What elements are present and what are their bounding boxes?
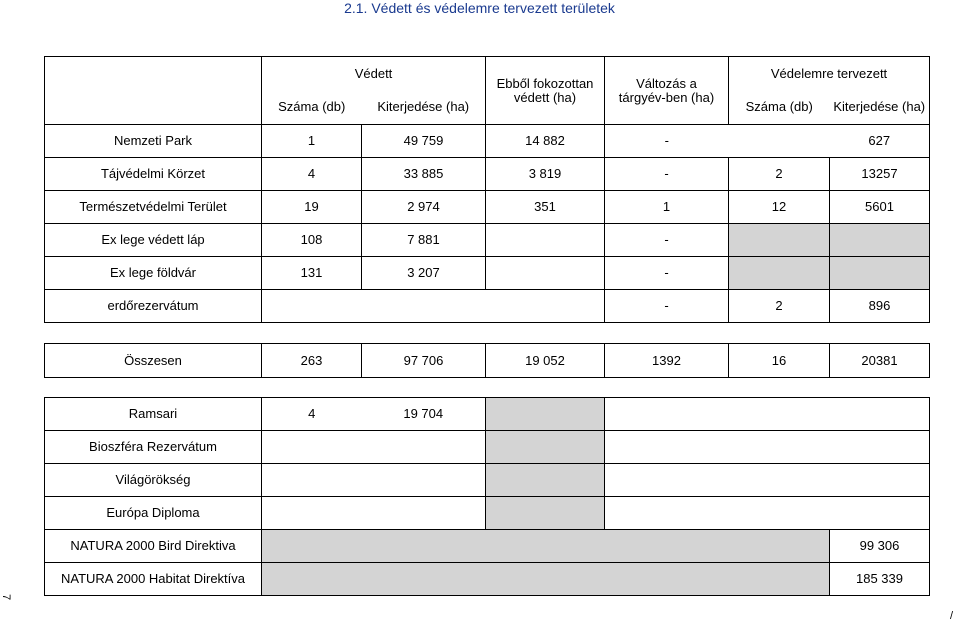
cell-empty (830, 431, 930, 464)
cell-natura-value: 185 339 (830, 563, 930, 596)
international-table (44, 397, 930, 596)
table-row (45, 191, 930, 224)
cell-empty (362, 464, 486, 497)
cell-shaded (486, 431, 605, 464)
header-fokozottan: Ebből fokozottan védett (ha) (486, 57, 605, 125)
cell-valtozas: - (605, 125, 729, 158)
cell-empty (262, 431, 362, 464)
cell-empty (262, 464, 362, 497)
cell-szama: 4 (262, 398, 362, 431)
total-kiterjedese: 97 706 (362, 344, 486, 378)
cell-fokozottan: 351 (486, 191, 605, 224)
cell-empty (729, 464, 830, 497)
cell-fokozottan (486, 224, 605, 257)
header-vedett: Védett (262, 57, 486, 91)
cell-terv-kiterjedese: 896 (830, 290, 930, 323)
row-label: Nemzeti Park (45, 125, 262, 158)
cell-kiterjedese: 33 885 (362, 158, 486, 191)
table-row (45, 125, 930, 158)
cell-szama: 4 (262, 158, 362, 191)
cell-terv-szama: 2 (729, 158, 830, 191)
cell-valtozas: - (605, 224, 729, 257)
table-row (45, 257, 930, 290)
header-tervezett-kiterjedese: Kiterjedése (ha) (830, 91, 930, 125)
cell-shaded (486, 398, 605, 431)
row-label: Természetvédelmi Terület (45, 191, 262, 224)
page-title: 2.1. Védett és védelemre tervezett területek (344, 0, 615, 16)
row-label: Bioszféra Rezervátum (45, 431, 262, 464)
cell-kiterjedese: 2 974 (362, 191, 486, 224)
left-edge-mark: 7 (0, 593, 13, 601)
header-vedett-szama: Száma (db) (262, 91, 362, 125)
cell-terv-kiterjedese: 627 (830, 125, 930, 158)
header-tervezett: Védelemre tervezett (729, 57, 930, 91)
cell-szama (262, 290, 362, 323)
row-label: Ex lege földvár (45, 257, 262, 290)
cell-empty (729, 497, 830, 530)
cell-empty (262, 497, 362, 530)
cell-natura-value: 99 306 (830, 530, 930, 563)
cell-empty (729, 398, 830, 431)
row-label: erdőrezervátum (45, 290, 262, 323)
cell-terv-kiterjedese-shaded (830, 224, 930, 257)
cell-shaded (486, 497, 605, 530)
cell-terv-kiterjedese: 5601 (830, 191, 930, 224)
total-label: Összesen (45, 344, 262, 378)
cell-empty (830, 398, 930, 431)
table-row (45, 563, 930, 596)
table-row (45, 464, 930, 497)
cell-empty (605, 431, 729, 464)
cell-shaded (486, 464, 605, 497)
table-row (45, 158, 930, 191)
header-valtozas: Változás a tárgyév-ben (ha) (605, 57, 729, 125)
total-valtozas: 1392 (605, 344, 729, 378)
cell-fokozottan: 3 819 (486, 158, 605, 191)
table-row (45, 431, 930, 464)
header-tervezett-szama: Száma (db) (729, 91, 830, 125)
cell-fokozottan (486, 257, 605, 290)
cell-terv-szama (729, 125, 830, 158)
cell-shaded (262, 563, 830, 596)
cell-shaded (262, 530, 830, 563)
cell-fokozottan (486, 290, 605, 323)
cell-valtozas: - (605, 290, 729, 323)
cell-terv-szama: 2 (729, 290, 830, 323)
table-row (45, 530, 930, 563)
header-vedett-kiterjedese: Kiterjedése (ha) (362, 91, 486, 125)
table-row (45, 290, 930, 323)
cell-empty (605, 464, 729, 497)
cell-terv-kiterjedese: 13257 (830, 158, 930, 191)
cell-kiterjedese: 3 207 (362, 257, 486, 290)
cell-empty (830, 464, 930, 497)
total-row (45, 344, 930, 378)
total-fokozottan: 19 052 (486, 344, 605, 378)
row-label: Világörökség (45, 464, 262, 497)
cell-valtozas: 1 (605, 191, 729, 224)
cell-empty (362, 497, 486, 530)
total-table (44, 343, 930, 378)
table-row (45, 224, 930, 257)
cell-kiterjedese (362, 290, 486, 323)
right-edge-mark: / (950, 610, 954, 622)
row-label: Ex lege védett láp (45, 224, 262, 257)
cell-szama: 19 (262, 191, 362, 224)
cell-empty (605, 398, 729, 431)
cell-empty (729, 431, 830, 464)
cell-kiterjedese: 49 759 (362, 125, 486, 158)
cell-szama: 131 (262, 257, 362, 290)
cell-empty (362, 431, 486, 464)
cell-kiterjedese: 7 881 (362, 224, 486, 257)
header-corner (45, 57, 262, 125)
total-terv-kiterjedese: 20381 (830, 344, 930, 378)
cell-kiterjedese: 19 704 (362, 398, 486, 431)
cell-szama: 1 (262, 125, 362, 158)
table-row (45, 398, 930, 431)
table-row (45, 497, 930, 530)
row-label: NATURA 2000 Habitat Direktíva (45, 563, 262, 596)
row-label: Tájvédelmi Körzet (45, 158, 262, 191)
cell-terv-kiterjedese-shaded (830, 257, 930, 290)
protected-areas-table (44, 56, 930, 323)
row-label: NATURA 2000 Bird Direktiva (45, 530, 262, 563)
row-label: Európa Diploma (45, 497, 262, 530)
cell-fokozottan: 14 882 (486, 125, 605, 158)
cell-valtozas: - (605, 158, 729, 191)
cell-terv-szama: 12 (729, 191, 830, 224)
total-terv-szama: 16 (729, 344, 830, 378)
cell-empty (605, 497, 729, 530)
cell-valtozas: - (605, 257, 729, 290)
row-label: Ramsari (45, 398, 262, 431)
cell-szama: 108 (262, 224, 362, 257)
cell-empty (830, 497, 930, 530)
header-row-1 (45, 57, 930, 91)
cell-terv-szama-shaded (729, 224, 830, 257)
total-szama: 263 (262, 344, 362, 378)
cell-terv-szama-shaded (729, 257, 830, 290)
